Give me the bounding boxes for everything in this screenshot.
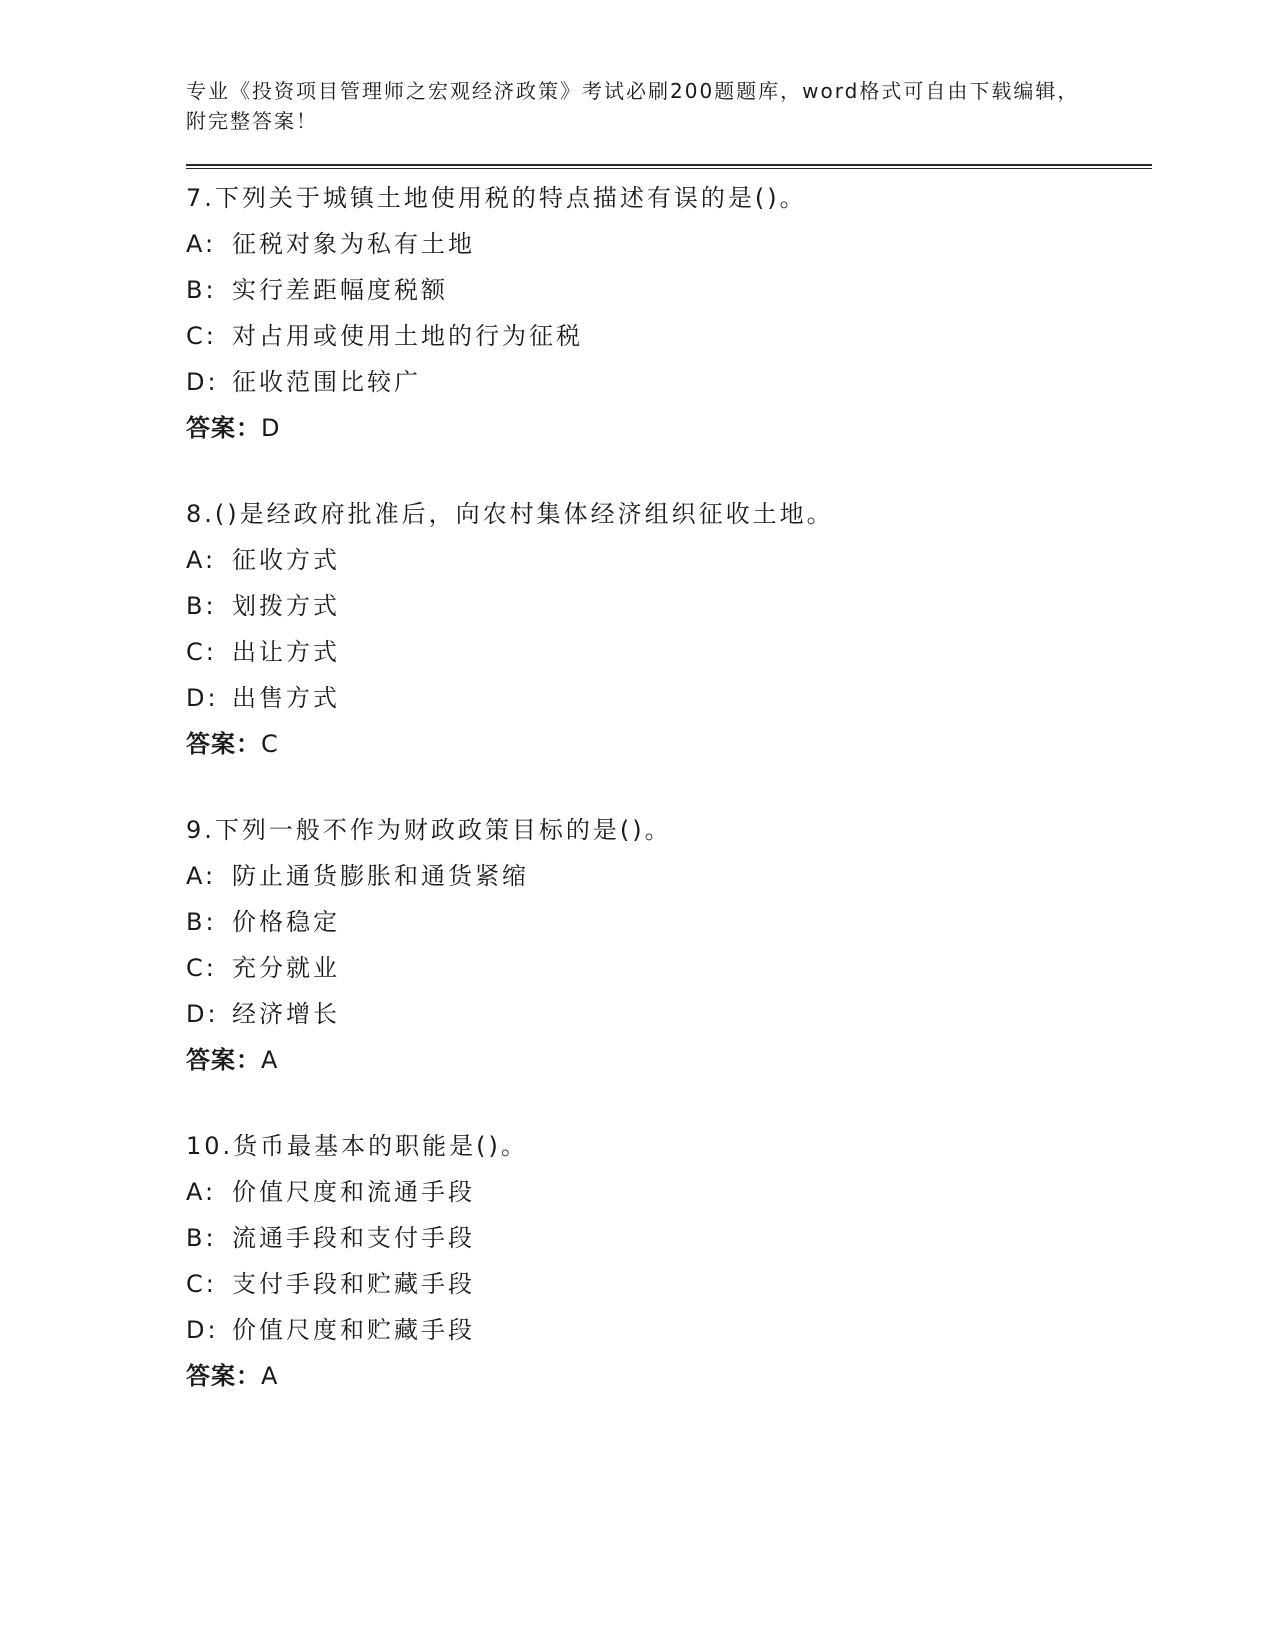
option-c bbox=[186, 1261, 1152, 1307]
question-stem: 10.货币最基本的职能是()。 bbox=[186, 1132, 528, 1160]
option-text: 划拨方式 bbox=[232, 592, 340, 620]
option-letter: A: bbox=[186, 1178, 217, 1206]
option-text: 征收范围比较广 bbox=[232, 368, 421, 396]
option-text: 支付手段和贮藏手段 bbox=[232, 1270, 475, 1298]
option-a bbox=[186, 221, 1152, 267]
question-block bbox=[186, 807, 1152, 1083]
option-letter: D: bbox=[186, 1000, 219, 1028]
option-d bbox=[186, 675, 1152, 721]
option-text: 防止通货膨胀和通货紧缩 bbox=[232, 862, 529, 890]
option-letter: C: bbox=[186, 954, 217, 982]
document-intro: 专业《投资项目管理师之宏观经济政策》考试必刷200题题库，word格式可自由下载编辑，附完整答案！ bbox=[186, 79, 1080, 133]
option-text: 征税对象为私有土地 bbox=[232, 230, 475, 258]
option-text: 征收方式 bbox=[232, 546, 340, 574]
question-block bbox=[186, 491, 1152, 767]
option-text: 出售方式 bbox=[232, 684, 340, 712]
question-stem: 8.()是经政府批准后，向农村集体经济组织征收土地。 bbox=[186, 500, 834, 528]
option-letter: B: bbox=[186, 1224, 217, 1252]
answer-label: 答案： bbox=[186, 414, 261, 442]
option-letter: A: bbox=[186, 862, 217, 890]
answer-value: A bbox=[261, 1362, 279, 1390]
option-a bbox=[186, 853, 1152, 899]
answer-label: 答案： bbox=[186, 1362, 261, 1390]
question-stem: 9.下列一般不作为财政政策目标的是()。 bbox=[186, 816, 672, 844]
option-a bbox=[186, 537, 1152, 583]
question-stem: 7.下列关于城镇土地使用税的特点描述有误的是()。 bbox=[186, 184, 807, 212]
answer-label: 答案： bbox=[186, 1046, 261, 1074]
header-divider bbox=[186, 164, 1152, 169]
option-text: 经济增长 bbox=[232, 1000, 340, 1028]
option-text: 出让方式 bbox=[232, 638, 340, 666]
option-text: 价值尺度和流通手段 bbox=[232, 1178, 475, 1206]
option-letter: B: bbox=[186, 592, 217, 620]
question-block bbox=[186, 175, 1152, 451]
answer-line bbox=[186, 1037, 1152, 1083]
option-c bbox=[186, 945, 1152, 991]
option-d bbox=[186, 359, 1152, 405]
option-text: 充分就业 bbox=[232, 954, 340, 982]
answer-line bbox=[186, 1353, 1152, 1399]
option-b bbox=[186, 267, 1152, 313]
option-text: 实行差距幅度税额 bbox=[232, 276, 448, 304]
option-a bbox=[186, 1169, 1152, 1215]
option-letter: D: bbox=[186, 1316, 219, 1344]
option-text: 价值尺度和贮藏手段 bbox=[232, 1316, 475, 1344]
answer-value: A bbox=[261, 1046, 279, 1074]
question-spacer bbox=[186, 451, 1152, 491]
option-letter: B: bbox=[186, 908, 217, 936]
answer-value: D bbox=[261, 414, 281, 442]
option-letter: A: bbox=[186, 546, 217, 574]
option-letter: C: bbox=[186, 322, 217, 350]
option-letter: B: bbox=[186, 276, 217, 304]
option-text: 对占用或使用土地的行为征税 bbox=[232, 322, 583, 350]
answer-value: C bbox=[261, 730, 279, 758]
option-d bbox=[186, 991, 1152, 1037]
answer-line bbox=[186, 405, 1152, 451]
answer-line bbox=[186, 721, 1152, 767]
question-spacer bbox=[186, 767, 1152, 807]
option-c bbox=[186, 629, 1152, 675]
option-b bbox=[186, 899, 1152, 945]
option-letter: C: bbox=[186, 638, 217, 666]
option-c bbox=[186, 313, 1152, 359]
option-letter: C: bbox=[186, 1270, 217, 1298]
option-b bbox=[186, 1215, 1152, 1261]
option-letter: A: bbox=[186, 230, 217, 258]
document-page bbox=[186, 70, 1152, 1399]
question-block bbox=[186, 1123, 1152, 1399]
answer-label: 答案： bbox=[186, 730, 261, 758]
option-letter: D: bbox=[186, 684, 219, 712]
option-b bbox=[186, 583, 1152, 629]
option-letter: D: bbox=[186, 368, 219, 396]
option-text: 价格稳定 bbox=[232, 908, 340, 936]
option-d bbox=[186, 1307, 1152, 1353]
question-spacer bbox=[186, 1083, 1152, 1123]
option-text: 流通手段和支付手段 bbox=[232, 1224, 475, 1252]
